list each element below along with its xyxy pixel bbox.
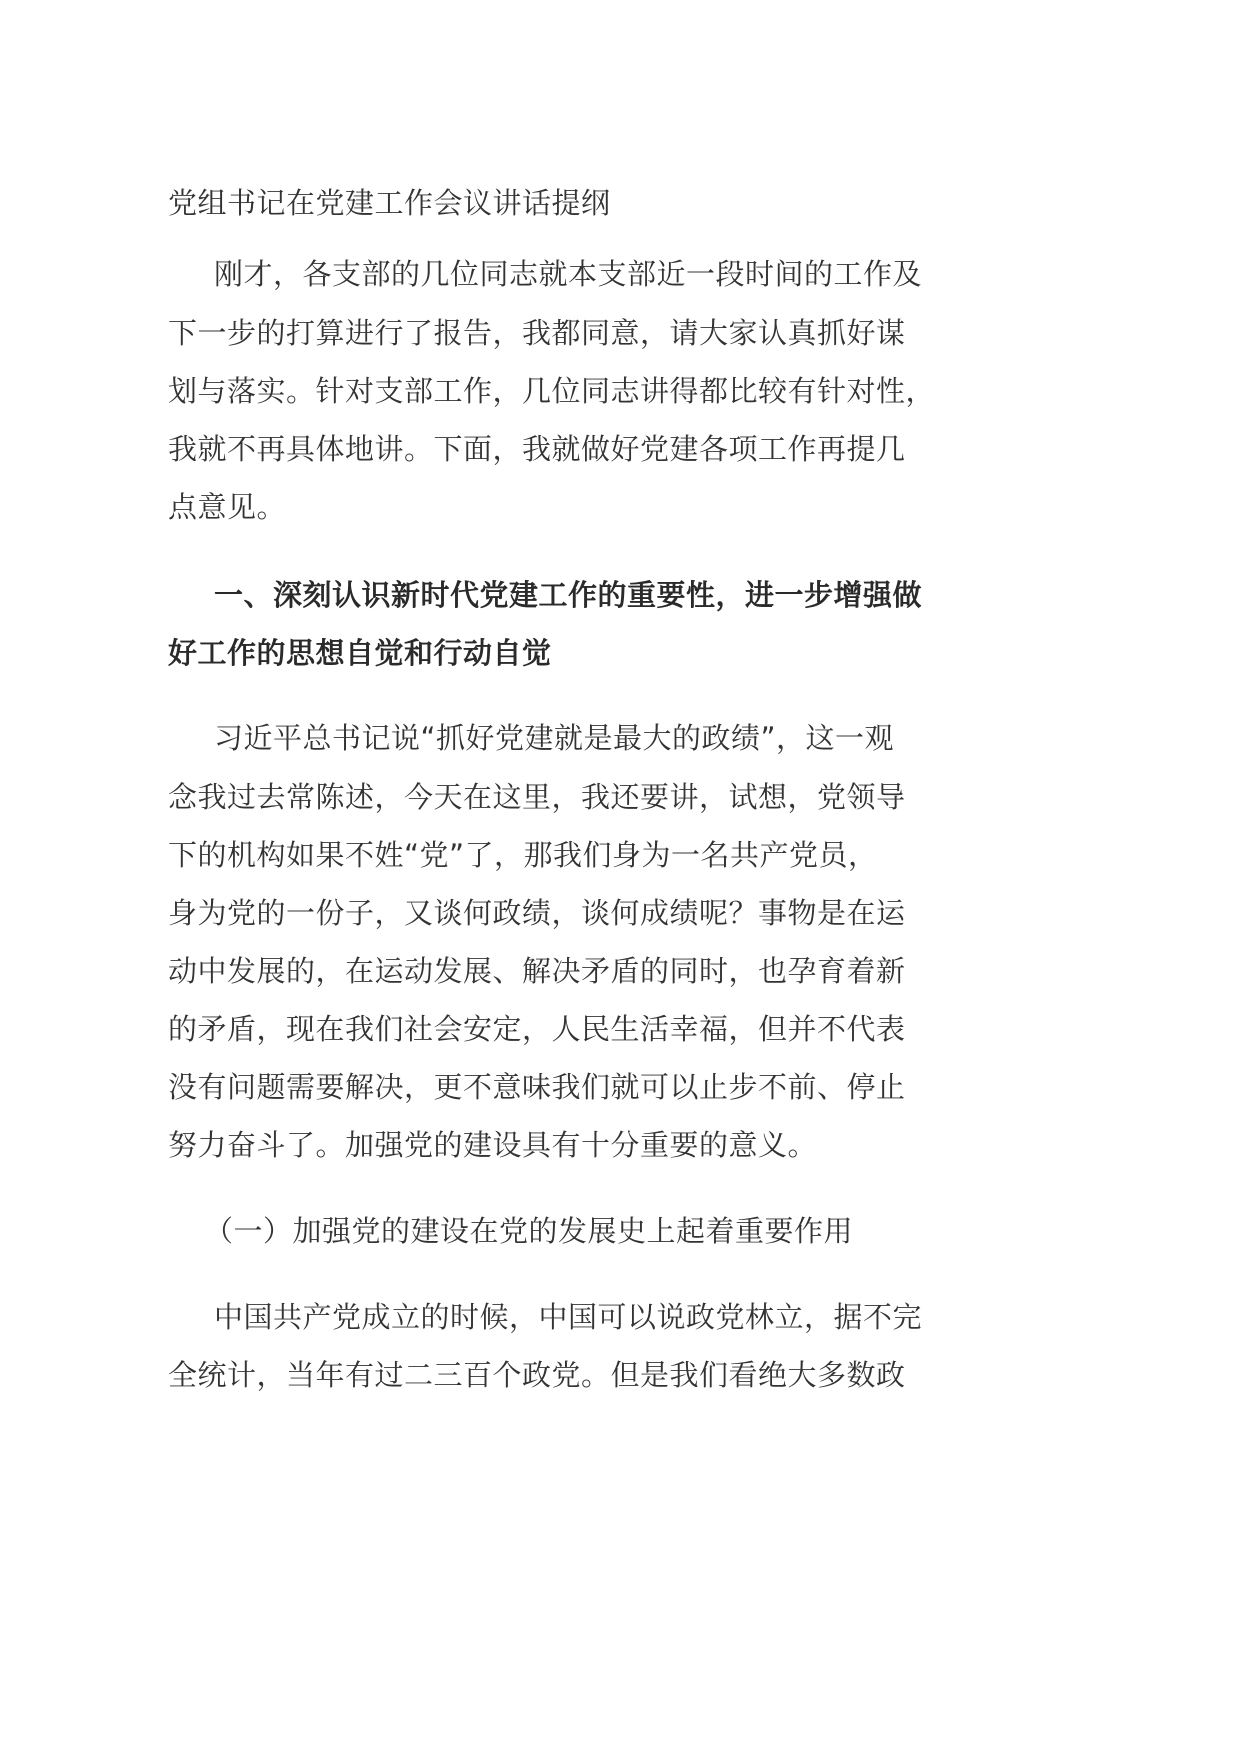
text-line: 中国共产党成立的时候，中国可以说政党林立，据不完 [214, 1300, 923, 1334]
text-line: 念我过去常陈述，今天在这里，我还要讲，试想，党领导 [168, 780, 906, 814]
text-line: 刚才，各支部的几位同志就本支部近一段时间的工作及 [214, 257, 923, 291]
document-title: 党组书记在党建工作会议讲话提纲 [168, 186, 611, 220]
heading-line: 一、深刻认识新时代党建工作的重要性，进一步增强做 [214, 578, 923, 612]
text-line: 我就不再具体地讲。下面，我就做好党建各项工作再提几 [168, 432, 906, 466]
text-line: 努力奋斗了。加强党的建设具有十分重要的意义。 [168, 1128, 818, 1162]
text-line: 点意见。 [168, 490, 287, 524]
text-line: 下的机构如果不姓“党”了，那我们身为一名共产党员， [168, 838, 878, 872]
text-line: 习近平总书记说“抓好党建就是最大的政绩”，这一观 [214, 721, 895, 755]
text-line: 身为党的一份子，又谈何政绩，谈何成绩呢？事物是在运 [168, 896, 906, 930]
subheading-1: （一）加强党的建设在党的发展史上起着重要作用 [204, 1214, 854, 1248]
text-line: 没有问题需要解决，更不意味我们就可以止步不前、停止 [168, 1070, 906, 1104]
text-line: 全统计，当年有过二三百个政党。但是我们看绝大多数政 [168, 1358, 906, 1392]
text-line: 的矛盾，现在我们社会安定，人民生活幸福，但并不代表 [168, 1012, 906, 1046]
text-line: 下一步的打算进行了报告，我都同意，请大家认真抓好谋 [168, 316, 906, 350]
text-line: 动中发展的，在运动发展、解决矛盾的同时，也孕育着新 [168, 954, 906, 988]
text-line: 划与落实。针对支部工作，几位同志讲得都比较有针对性， [168, 374, 936, 408]
heading-line: 好工作的思想自觉和行动自觉 [168, 636, 552, 670]
